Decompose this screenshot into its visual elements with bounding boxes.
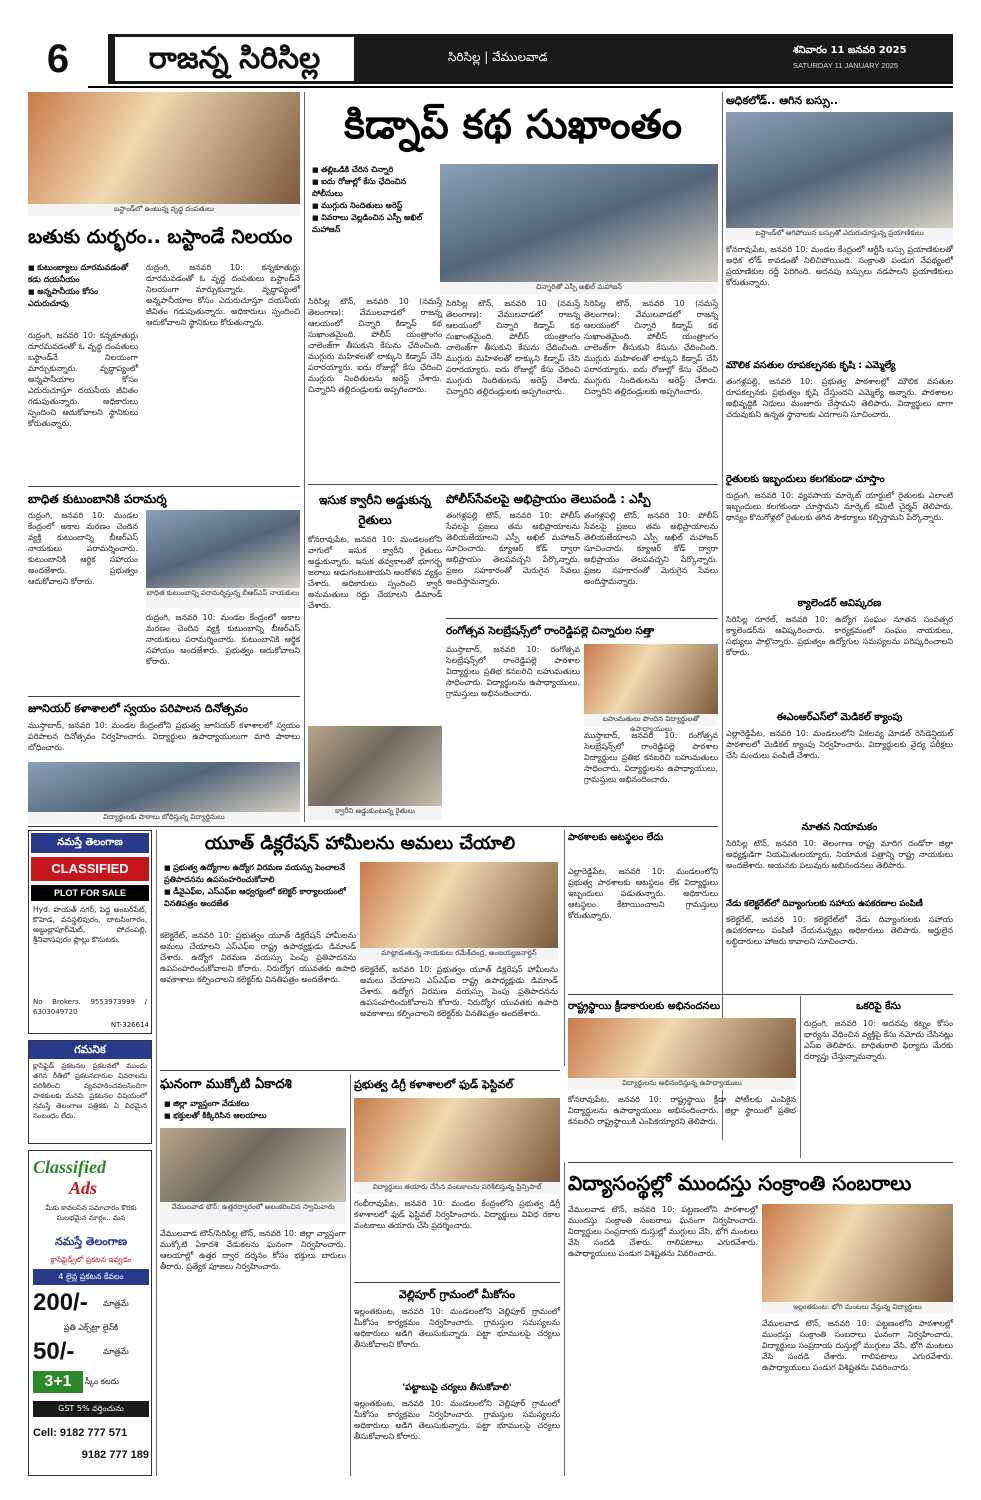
busstand-bullet: ■ కుటుంబ్యాలు దూరమవడంతో కడు దయనీయం bbox=[28, 262, 138, 286]
ad2-cell2: 9182 777 189 bbox=[81, 1449, 149, 1461]
bus-headline: అధికలోడ్.. ఆగిన బస్సు.. bbox=[726, 94, 839, 107]
medical-headline: ఈఎంఆర్‌ఎస్‌లో మెడికల్ క్యాంపు bbox=[776, 712, 903, 723]
ad2-only2: మాత్రమే bbox=[103, 1347, 129, 1356]
kidnap-body-3: సిరిసిల్ల టౌన్, జనవరి 10 (నమస్తే తెలంగాణ): వేములవాడలో రాజన్న ఆలయంలో చిన్నారి కిడ్నాప్ కథ సుఖాంతమైంది. పోలీస్ యంత్రాంగం చాలెంజ్‌గా తీసుకుని కేసును ఛేదించింది. ముగ్గురు మహిళలతో లాక్కుని కిడ్నాప్ చేసి పరారయ్యారు. ఐదు రోజుల్లో కేసు ఛేదించి ముగ్గురు నిందితులను అరెస్ట్ చేశారు. చిన్నారిని తల్లిదండ్రులకు అప్పగించారు. bbox=[584, 299, 718, 396]
appointment-body: సిరిసిల్ల టౌన్, జనవరి 10: తెలంగాణ రాష్ట్ర మాదిగ దండోరా జిల్లా అధ్యక్షుడిగా నియమితులయ్యారు. నియామక పత్రాన్ని రాష్ట్ర నాయకులు అందజేశారు. ఆయనకు పలువురు అభినందనలు తెలిపారు. bbox=[726, 839, 953, 870]
notice-title: గమనిక bbox=[29, 1041, 151, 1059]
sand-caption: క్వారీని అడ్డుకుంటున్న రైతులు bbox=[308, 806, 442, 820]
ekadashi-headline: ఘనంగా ముక్కోటి ఏకాదశి bbox=[160, 1077, 292, 1092]
calendar-body: సిరిసిల్ల రూరల్, జనవరి 10: ఉద్యోగ సంఘం నూతన సంవత్సర క్యాలెండర్‌ను ఆవిష్కరించారు. కార్యక్రమంలో సంఘం నాయకులు, సభ్యులు పాల్గొన్నారు. ప్రభుత్వం ఉద్యోగుల సమస్యలను పరిష్కరించాలని కోరారు. bbox=[726, 615, 953, 657]
victims-headline: బాధిత కుటుంబానికి పరామర్శ bbox=[28, 492, 167, 506]
ekadashi-bullets bbox=[164, 1098, 344, 1126]
section-title: రాజన్న సిరిసిల్ల bbox=[112, 34, 357, 84]
sand-body: కోనరావుపేట, జనవరి 10: మండలంలోని వాగులో ఇసుక క్వారీని రైతులు అడ్డుకున్నారు. ఇసుక తవ్వకాలతో భూగర్భ జలాలు అడుగంటుతాయని ఆందోళన వ్యక్తం చేశారు. అధికారులు స్పందించి క్వారీ అనుమతులు రద్దు చేయాలని డిమాండ్ చేశారు. bbox=[308, 535, 442, 610]
junior-photo bbox=[28, 762, 300, 812]
farmers-headline: రైతులకు ఇబ్బందులు కలగకుండా చూస్తాం bbox=[726, 474, 885, 485]
page-number: 6 bbox=[28, 30, 88, 88]
ad-classified-label: CLASSIFIED bbox=[31, 857, 149, 881]
appointment-headline: నూతన నియామకం bbox=[801, 822, 878, 833]
youth-bullet: ■ ప్రభుత్వ ఉద్యోగాల ఉద్యోగ విరమణ వయస్సు పెంచాలనే ప్రతిపాదనను ఉపసంహరించుకోవాలి bbox=[164, 862, 354, 886]
date-english: SATURDAY 11 JANUARY 2025 bbox=[793, 61, 899, 70]
busstand-bullet: ■ అన్నపానీయం కోసం ఎదురుచూపు bbox=[28, 286, 138, 310]
medical-body: ఎల్లారెడ్డిపేట, జనవరి 10: మండలంలోని ఏకలవ్య మోడల్ రెసిడెన్షియల్ పాఠశాలలో మెడికల్ క్యాంపు నిర్వహించారు. విద్యార్థులకు వైద్య పరీక్షలు చేసి మందులు పంపిణీ చేశారు. bbox=[726, 729, 953, 760]
mla-body: తంగళ్లపల్లి, జనవరి 10: ప్రభుత్వ పాఠశాలల్లో మౌలిక వసతుల రూపకల్పనకు ప్రభుత్వం కృషి చేస్తుందని ఎమ్మెల్యే అన్నారు. పాఠశాలల అభివృద్ధికి నిధులు మంజూరు చేస్తామని తెలిపారు. విద్యార్థులు బాగా చదువుకుని ఉన్నత స్థానాలకు ఎదగాలని సూచించారు. bbox=[726, 377, 953, 419]
ad2-cell: Cell: 9182 777 571 bbox=[33, 1427, 128, 1439]
rangoli-caption: బహుమతులు పొందిన విద్యార్థులతో ఉపాధ్యాయులు bbox=[584, 714, 718, 726]
youth-photo bbox=[360, 862, 558, 948]
sports-photo bbox=[568, 1018, 796, 1078]
kidnap-headline: కిడ్నాప్ కథ సుఖాంతం bbox=[344, 102, 682, 148]
ad2-tagline: మీకు కావలసిన సమాచారం కొరకు సులభమైన మార్గం.. మన bbox=[45, 1204, 137, 1222]
food-body: గంభీరావుపేట, జనవరి 10: మండల కేంద్రంలోని ప్రభుత్వ డిగ్రీ కళాశాలలో ఫుడ్ ఫెస్టివల్ నిర్వహించారు. విద్యార్థులు వివిధ రకాల వంటకాలు తయారు చేసి ప్రదర్శించారు. bbox=[354, 1199, 560, 1230]
classified-ad-2[interactable] bbox=[28, 1150, 152, 1476]
junior-body: ముస్తాబాద్, జనవరి 10: మండల కేంద్రంలోని ప్రభుత్వ జూనియర్ కళాశాలలో స్వయం పరిపాలన దినోత్సవం నిర్వహించారు. విద్యార్థులు ఉపాధ్యాయులుగా మారి పాఠాలు బోధించారు. bbox=[28, 721, 300, 752]
ad2-title-ads: Ads bbox=[69, 1178, 98, 1198]
sankranti-body-1: వేములవాడ టౌన్, జనవరి 10: పట్టణంలోని పాఠశాలల్లో ముందస్తు సంక్రాంతి సంబరాలు ఘనంగా నిర్వహించారు. విద్యార్థులు సంప్రదాయ దుస్తుల్లో ముగ్గులు వేసి, భోగి మంటలు వేసి సందడి చేశారు. గాలిపటాలు ఎగురవేశారు. ఉపాధ్యాయులు పండుగ విశిష్టతను వివరించారు. bbox=[568, 1205, 758, 1258]
youth-body-2: కలెక్టరేట్, జనవరి 10: ప్రభుత్వం యూత్ డిక్లరేషన్ హామీలను అమలు చేయాలని ఎస్‌ఎఫ్‌ఐ రాష్ట్ర ఉపాధ్యక్షుడు డిమాండ్ చేశారు. ఉద్యోగ విరమణ వయస్సు పెంపు ప్రతిపాదనను ఉపసంహరించుకోవాలని కోరారు. నిరుద్యోగ యువతకు ఉపాధి అవకాశాలు కల్పించాలని కలెక్టర్‌కు వినతిపత్రం అందజేశారు. bbox=[360, 965, 558, 1018]
sports-caption: విద్యార్థులను అభినందిస్తున్న ఉపాధ్యాయులు bbox=[568, 1078, 796, 1090]
busstand-bullets bbox=[28, 262, 138, 328]
sand-photo bbox=[308, 726, 442, 806]
ad2-offer-text: స్కీం కలదు bbox=[85, 1377, 120, 1386]
victims-body-2: రుద్రంగి, జనవరి 10: మండల కేంద్రంలో అకాల మరణం చెందిన వ్యక్తి కుటుంబాన్ని బీఆర్‌ఎస్ నాయకులు పరామర్శించారు. కుటుంబానికి ఆర్థిక సహాయం అందజేశారు. ప్రభుత్వం ఆదుకోవాలని కోరారు. bbox=[146, 613, 300, 666]
sports-body: కోనరావుపేట, జనవరి 10: రాష్ట్రస్థాయి క్రీడా పోటీలకు ఎంపికైన విద్యార్థులను ఉపాధ్యాయులు అభినందించారు. జిల్లా స్థాయిలో ప్రతిభ కనబరిచి రాష్ట్రస్థాయికి ఎంపికయ్యారని తెలిపారు. bbox=[568, 1095, 796, 1126]
busstand-body: రుద్రంగి, జనవరి 10: కన్నకూతుర్లు దూరమవడంతో ఓ వృద్ధ దంపతులు బస్టాండ్‌నే నిలయంగా మార్చుకున్నారు. వృద్ధాప్యంలో అన్నపానీయాల కోసం ఎదురుచూస్తూ దయనీయ జీవితం గడుపుతున్నారు. అధికారులు స్పందించి ఆదుకోవాలని స్థానికులు కోరుతున్నారు. bbox=[28, 331, 138, 428]
police-headline: పోలీస్‌సేవలపై అభిప్రాయం తెలుపండి : ఎస్పీ bbox=[446, 492, 651, 506]
notice-text: క్లాసిఫైడ్ ప్రకటనల ప్రకటనలో ముందు తగిన రీతిలో ప్రకటనదారుల వివరాలను పరిశీలించి వ్యవహరించవలసిందిగా పాఠకులకు మనవి. ప్రకటనల విషయంలో నమస్తే తెలంగాణ పత్రికకు ఏ విధమైన సంబంధం లేదు. bbox=[33, 1062, 147, 1120]
police-body-2: తంగళ్లపల్లి టౌన్, జనవరి 10: పోలీస్ సేవలపై ప్రజలు తమ అభిప్రాయాలను తెలియజేయాలని ఎస్పీ అఖిల్ మహాజన్ సూచించారు. క్యూఆర్ కోడ్ ద్వారా అభిప్రాయం తెలపవచ్చని పేర్కొన్నారు. ప్రజల సహకారంతో మెరుగైన సేవలు అందిస్తామన్నారు. bbox=[584, 511, 718, 586]
busstand-caption: బస్టాండ్‌లో ఉంటున్న వృద్ధ దంపతులు bbox=[28, 204, 300, 216]
ad2-gst: GST 5% వర్తించును bbox=[33, 1401, 149, 1417]
busstand-headline: బతుకు దుర్భరం.. బస్టాండే నిలయం bbox=[28, 226, 293, 248]
meeting-sub: 'పట్టాబుపై చర్యలు తీసుకోవాలి' bbox=[402, 1383, 512, 1393]
case-headline: ఒకరిపై కేసు bbox=[856, 1001, 901, 1012]
classified-ad-1[interactable] bbox=[28, 830, 152, 1034]
kidnap-bullets bbox=[312, 164, 432, 288]
kidnap-photo bbox=[440, 164, 718, 282]
ad2-line1: 4 లైన్ల ప్రకటన కేవలం bbox=[33, 1269, 149, 1285]
ad2-sub: క్లాసిఫైడ్స్‌లో ప్రకటన ఇవ్వడం bbox=[50, 1255, 132, 1264]
junior-headline: జూనియర్ కళాశాలలో స్వయం పరిపాలన దినోత్సవం bbox=[28, 702, 248, 715]
ekadashi-photo bbox=[160, 1128, 346, 1202]
ad2-price1: 200/- bbox=[33, 1289, 88, 1316]
mla-headline: మౌలిక వసతుల రూపకల్పనకు కృషి : ఎమ్మెల్యే bbox=[726, 360, 896, 371]
calendar-headline: క్యాలెండర్ ఆవిష్కరణ bbox=[797, 598, 882, 609]
ad2-line2: ప్రతి ఎక్స్‌ట్రా లైన్‌కి bbox=[63, 1323, 119, 1332]
bus-caption: బస్టాండ్‌లో ఆగిపోయిన బస్సుతో ఎదురుచూస్తున్న ప్రయాణికులు bbox=[726, 228, 953, 240]
victims-body: రుద్రంగి, జనవరి 10: మండల కేంద్రంలో అకాల మరణం చెందిన వ్యక్తి కుటుంబాన్ని బీఆర్‌ఎస్ నాయకులు పరామర్శించారు. కుటుంబానికి ఆర్థిక సహాయం అందజేశారు. ప్రభుత్వం ఆదుకోవాలని కోరారు. bbox=[28, 511, 138, 586]
sand-headline: ఇసుక క్వారీని అడ్డుకున్న రైతులు bbox=[319, 493, 431, 527]
victims-caption: బాధిత కుటుంబాన్ని పరామర్శిస్తున్న బీఆర్‌ఎస్ నాయకులు bbox=[146, 588, 300, 608]
ekadashi-body: వేములవాడ టౌన్/సిరిసిల్ల టౌన్, జనవరి 10: జిల్లా వ్యాప్తంగా ముక్కోటి ఏకాదశి వేడుకలను ఘనంగా నిర్వహించారు. ఆలయాల్లో ఉత్తర ద్వార దర్శనం కోసం భక్తులు బారులు తీరారు. ప్రత్యేక పూజలు నిర్వహించారు. bbox=[160, 1229, 346, 1271]
youth-caption: మాట్లాడుతున్న నాయకులు రమేశ్‌చంద్ర, అంజయ్యజనార్ధన్ bbox=[360, 948, 558, 960]
victims-photo bbox=[146, 510, 300, 588]
sankranti-caption: ఇల్లంతకుంట: భోగి మంటలు వేస్తున్న విద్యార్థులు bbox=[762, 1302, 953, 1314]
sports-headline: రాష్ట్రస్థాయి క్రీడాకారులకు అభినందనలు bbox=[568, 1001, 721, 1012]
kidnap-bullet: ■ తల్లిఒడికి చేరిన చిన్నారి bbox=[312, 164, 432, 176]
collector-headline: నేడు కలెక్టరేట్‌లో దివ్యాంగులకు సహాయ ఉపకరణాల పంపిణీ bbox=[726, 899, 923, 909]
kidnap-body-2: సిరిసిల్ల టౌన్, జనవరి 10 (నమస్తే తెలంగాణ): వేములవాడలో రాజన్న ఆలయంలో చిన్నారి కిడ్నాప్ కథ సుఖాంతమైంది. పోలీస్ యంత్రాంగం చాలెంజ్‌గా తీసుకుని కేసును ఛేదించింది. ముగ్గురు మహిళలతో లాక్కుని కిడ్నాప్ చేసి పరారయ్యారు. ఐదు రోజుల్లో కేసు ఛేదించి ముగ్గురు నిందితులను అరెస్ట్ చేశారు. చిన్నారిని తల్లిదండ్రులకు అప్పగించారు. bbox=[446, 299, 580, 396]
sankranti-photo bbox=[762, 1204, 953, 1302]
sankranti-headline: విద్యాసంస్థల్లో ముందస్తు సంక్రాంతి సంబరాలు bbox=[568, 1171, 912, 1195]
ekadashi-caption: వేములవాడ టౌన్: ఉత్తరద్వారంలో అలంకరించిన స్వామివారు bbox=[160, 1202, 346, 1224]
bus-photo bbox=[726, 112, 953, 228]
rangoli-body: ముస్తాబాద్, జనవరి 10: రంగోత్సవ సెలబ్రేషన్స్‌లో రాంరెడ్డిపల్లె పాఠశాల విద్యార్థులు ప్రతిభ కనబరిచి బహుమతులు సాధించారు. విద్యార్థులను ఉపాధ్యాయులు, గ్రామస్తులు అభినందించారు. bbox=[446, 645, 580, 698]
schools-body: ఎల్లారెడ్డిపేట, జనవరి 10: మండలంలోని ప్రభుత్వ పాఠశాలకు ఆటస్థలం లేక విద్యార్థులు ఇబ్బందులు పడుతున్నారు. అధికారులు ఆటస్థలం కేటాయించాలని గ్రామస్తులు కోరుతున్నారు. bbox=[568, 867, 718, 920]
farmers-body: రుద్రంగి, జనవరి 10: వ్యవసాయ మార్కెట్ యార్డులో రైతులకు ఎలాంటి ఇబ్బందులు కలగకుండా చూస్తామని మార్కెట్ కమిటీ చైర్మన్ తెలిపారు. ధాన్యం కొనుగోళ్లలో రైతులకు తగిన సౌకర్యాలు కల్పిస్తామని పేర్కొన్నారు. bbox=[726, 491, 953, 522]
busstand-body-2: రుద్రంగి, జనవరి 10: కన్నకూతుర్లు దూరమవడంతో ఓ వృద్ధ దంపతులు బస్టాండ్‌నే నిలయంగా మార్చుకున్నారు. వృద్ధాప్యంలో అన్నపానీయాల కోసం ఎదురుచూస్తూ దయనీయ జీవితం గడుపుతున్నారు. అధికారులు స్పందించి ఆదుకోవాలని స్థానికులు కోరుతున్నారు. bbox=[146, 263, 300, 327]
kidnap-bullet: ■ ఐదు రోజుల్లో కేసు ఛేదించిన పోలీసులు bbox=[312, 176, 432, 200]
ad2-only1: మాత్రమే bbox=[103, 1299, 129, 1308]
food-caption: విద్యార్థులు తయారు చేసిన వంటకాలను పరిశీలిస్తున్న ప్రిన్సిపాల్ bbox=[354, 1182, 560, 1194]
youth-bullet: ■ డీవైఎఫ్‌ఐ, ఎస్‌ఎఫ్‌ఐ ఆధ్వర్యంలో కలెక్టర్ కార్యాలయంలో వినతిపత్రం అందజేత bbox=[164, 886, 354, 910]
youth-bullets bbox=[164, 862, 354, 924]
rangoli-headline: రంగోత్సవ సెలబ్రేషన్స్‌లో రాంరెడ్డిపల్లె చిన్నారుల సత్తా bbox=[446, 625, 655, 637]
meeting-headline: వెల్లిపూర్ గ్రామంలో మీకోసం bbox=[398, 1288, 516, 1301]
ad2-price2: 50/- bbox=[33, 1338, 75, 1365]
date-telugu: శనివారం 11 జనవరి 2025 bbox=[793, 45, 907, 56]
ad2-title: Classified bbox=[33, 1157, 107, 1177]
rangoli-photo bbox=[584, 644, 718, 714]
ad-contact: No Brokers. 9553973999 / 6303049720 bbox=[33, 998, 147, 1016]
notice-box bbox=[28, 1040, 152, 1144]
kidnap-body-1: సిరిసిల్ల టౌన్, జనవరి 10 (నమస్తే తెలంగాణ): వేములవాడలో రాజన్న ఆలయంలో చిన్నారి కిడ్నాప్ కథ సుఖాంతమైంది. పోలీస్ యంత్రాంగం చాలెంజ్‌గా తీసుకుని కేసును ఛేదించింది. ముగ్గురు మహిళలతో లాక్కుని కిడ్నాప్ చేసి పరారయ్యారు. ఐదు రోజుల్లో కేసు ఛేదించి ముగ్గురు నిందితులను అరెస్ట్ చేశారు. చిన్నారిని తల్లిదండ్రులకు అప్పగించారు. bbox=[308, 297, 442, 394]
ad-brand: నమస్తే తెలంగాణ bbox=[31, 833, 149, 853]
schools-headline: పాఠశాలకు ఆటస్థలం లేదు bbox=[568, 832, 664, 843]
ad-text: Hyd. హయత్ నగర్, పెద్ద అంబర్‌పేట్, కొహెడ, వనస్థలిపురం, బాటసింగారం, అబ్దుల్లాపూర్‌మెట్, పోచంపల్లి, శ్రీనివాసపురం ప్లాట్లు కొనుటకు. bbox=[33, 905, 147, 944]
busstand-photo bbox=[28, 92, 300, 204]
editions: సిరిసిల్ల | వేములవాడ bbox=[448, 50, 548, 64]
junior-caption: విద్యార్థులకు పాఠాలు బోధిస్తున్న విద్యార్థినులు bbox=[28, 812, 300, 824]
ad-section: PLOT FOR SALE bbox=[31, 885, 149, 901]
kidnap-bullet: ■ వివరాలు వెల్లడించిన ఎస్పీ అఖిల్ మహాజన్ bbox=[312, 212, 432, 236]
bus-body: కోనరావుపేట, జనవరి 10: మండల కేంద్రంలో ఆర్టీసీ బస్సు ప్రయాణికులతో అధిక లోడ్ కావడంతో నిలిచిపోయింది. సంక్రాంతి పండుగ నేపథ్యంలో ప్రయాణికుల రద్దీ పెరిగింది. అదనపు బస్సులు నడపాలని ప్రయాణికులు కోరుతున్నారు. bbox=[726, 245, 953, 287]
kidnap-bullet: ■ ముగ్గురు నిందితులు అరెస్ట్ bbox=[312, 200, 432, 212]
ad2-brand: నమస్తే తెలంగాణ bbox=[54, 1235, 128, 1248]
kidnap-caption: చిన్నారితో ఎస్పీ అఖిల్ మహాజన్ bbox=[440, 282, 718, 294]
case-body: రుద్రంగి, జనవరి 10: అదనపు కట్నం కోసం భార్యను వేధించిన వ్యక్తిపై కేసు నమోదు చేసినట్లు ఎస్‌ఐ తెలిపారు. బాధితురాలి ఫిర్యాదు మేరకు దర్యాప్తు చేస్తున్నామన్నారు. bbox=[804, 1019, 953, 1061]
meeting-body: ఇల్లంతకుంట, జనవరి 10: మండలంలోని వెల్లిపూర్ గ్రామంలో మీకోసం కార్యక్రమం నిర్వహించారు. గ్రామస్తుల సమస్యలను అధికారులు అడిగి తెలుసుకున్నారు. పట్టా భూములపై చర్యలు తీసుకోవాలని కోరారు. bbox=[354, 1307, 560, 1349]
youth-body-1: కలెక్టరేట్, జనవరి 10: ప్రభుత్వం యూత్ డిక్లరేషన్ హామీలను అమలు చేయాలని ఎస్‌ఎఫ్‌ఐ రాష్ట్ర ఉపాధ్యక్షుడు డిమాండ్ చేశారు. ఉద్యోగ విరమణ వయస్సు పెంపు ప్రతిపాదనను ఉపసంహరించుకోవాలని కోరారు. నిరుద్యోగ యువతకు ఉపాధి అవకాశాలు కల్పించాలని కలెక్టర్‌కు వినతిపత్రం అందజేశారు. bbox=[160, 931, 356, 984]
ekadashi-bullet: ■ జిల్లా వ్యాప్తంగా వేడుకలు bbox=[164, 1098, 344, 1110]
youth-headline: యూత్ డిక్లరేషన్ హామీలను అమలు చేయాలి bbox=[204, 833, 516, 854]
collector-body: కలెక్టరేట్, జనవరి 10: కలెక్టరేట్‌లో నేడు దివ్యాంగులకు సహాయ ఉపకరణాలు పంపిణీ చేయనున్నట్లు అధికారులు తెలిపారు. అర్హులైన లబ్ధిదారులు హాజరు కావాలని సూచించారు. bbox=[726, 915, 953, 946]
food-headline: ప్రభుత్వ డిగ్రీ కళాశాలలో ఫుడ్ ఫెస్టివల్ bbox=[354, 1078, 514, 1091]
food-photo bbox=[354, 1098, 560, 1182]
rangoli-body-2: ముస్తాబాద్, జనవరి 10: రంగోత్సవ సెలబ్రేషన్స్‌లో రాంరెడ్డిపల్లె పాఠశాల విద్యార్థులు ప్రతిభ కనబరిచి బహుమతులు సాధించారు. విద్యార్థులను ఉపాధ్యాయులు, గ్రామస్తులు అభినందించారు. bbox=[584, 731, 718, 784]
ekadashi-bullet: ■ భక్తులతో కిక్కిరిసిన ఆలయాలు bbox=[164, 1110, 344, 1122]
police-body: తంగళ్లపల్లి టౌన్, జనవరి 10: పోలీస్ సేవలపై ప్రజలు తమ అభిప్రాయాలను తెలియజేయాలని ఎస్పీ అఖిల్ మహాజన్ సూచించారు. క్యూఆర్ కోడ్ ద్వారా అభిప్రాయం తెలపవచ్చని పేర్కొన్నారు. ప్రజల సహకారంతో మెరుగైన సేవలు అందిస్తామన్నారు. bbox=[446, 511, 580, 586]
masthead bbox=[28, 30, 953, 88]
meeting-body-2: ఇల్లంతకుంట, జనవరి 10: మండలంలోని వెల్లిపూర్ గ్రామంలో మీకోసం కార్యక్రమం నిర్వహించారు. గ్రామస్తుల సమస్యలను అధికారులు అడిగి తెలుసుకున్నారు. పట్టా భూములపై చర్యలు తీసుకోవాలని కోరారు. bbox=[354, 1399, 560, 1441]
ad2-offer: 3+1 bbox=[33, 1371, 83, 1393]
ad-code: NT-326614 bbox=[110, 1021, 149, 1029]
sankranti-body-2: వేములవాడ టౌన్, జనవరి 10: పట్టణంలోని పాఠశాలల్లో ముందస్తు సంక్రాంతి సంబరాలు ఘనంగా నిర్వహించారు. విద్యార్థులు సంప్రదాయ దుస్తుల్లో ముగ్గులు వేసి, భోగి మంటలు వేసి సందడి చేశారు. గాలిపటాలు ఎగురవేశారు. ఉపాధ్యాయులు పండుగ విశిష్టతను వివరించారు. bbox=[762, 1319, 953, 1372]
